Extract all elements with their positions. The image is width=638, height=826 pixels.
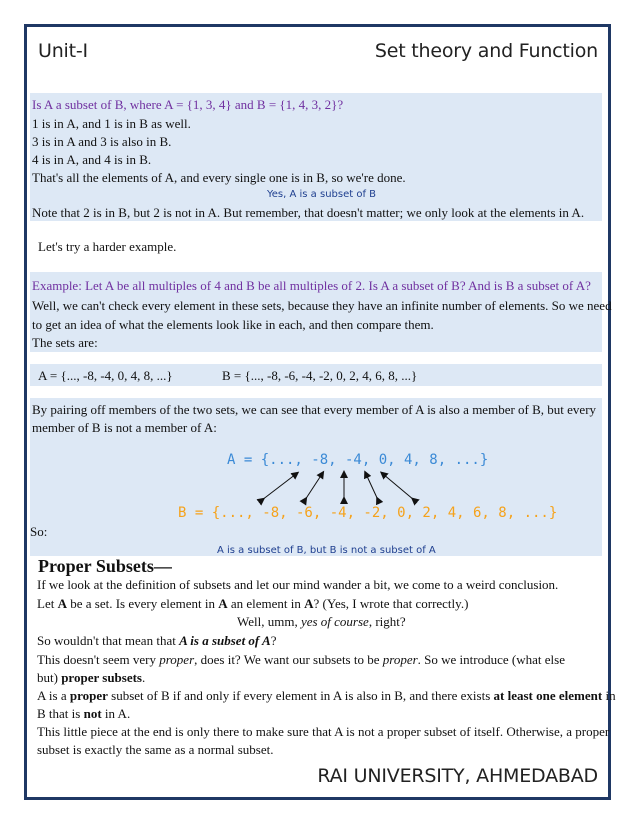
paragraph-line: subset is exactly the same as a normal subset.	[37, 742, 274, 757]
text-line: 1 is in A, and 1 is in B as well.	[32, 116, 191, 131]
topic-title: Set theory and Function	[374, 40, 598, 62]
set-a: A = {..., -8, -4, 0, 4, 8, ...}	[38, 368, 173, 383]
arrow-eight	[383, 474, 414, 500]
text-line: member of B is not a member of A:	[32, 420, 217, 435]
paragraph-line: This doesn't seem very proper, does it? We want our subsets to be proper. So we introduce (what else	[37, 652, 565, 667]
text-line: The sets are:	[32, 335, 98, 350]
footer-institution: RAI UNIVERSITY, AHMEDABAD	[317, 765, 598, 787]
paragraph-line: A is a proper subset of B if and only if every element in A is also in B, and there exists at least one element in	[37, 688, 616, 703]
note-line: Note that 2 is in B, but 2 is not in A. But remember, that doesn't matter; we only look at the elements in A.	[32, 205, 585, 220]
unit-label: Unit-I	[38, 40, 88, 62]
text-line: By pairing off members of the two sets, we can see that every member of A is also a member of B, but every	[32, 402, 597, 417]
arrow-four	[366, 474, 378, 500]
paragraph-line: Well, umm, yes of course, right?	[237, 614, 406, 629]
paragraph-line: If we look at the definition of subsets and let our mind wander a bit, we come to a weird conclusion.	[37, 577, 559, 592]
set-b: B = {..., -8, -6, -4, -2, 0, 2, 4, 6, 8, ...}	[222, 368, 418, 383]
conclusion-line: Yes, A is a subset of B	[267, 189, 377, 200]
text-line: 4 is in A, and 4 is in B.	[32, 152, 152, 167]
paragraph-line: but) proper subsets.	[37, 670, 146, 685]
text-line: That's all the elements of A, and every single one is in B, so we're done.	[32, 170, 406, 185]
paragraph-line: B that is not in A.	[37, 706, 131, 721]
arrow-minus4	[305, 474, 322, 500]
question-line: Is A a subset of B, where A = {1, 3, 4} and B = {1, 4, 3, 2}?	[32, 97, 344, 112]
paragraph-line: Let A be a set. Is every element in A an element in A? (Yes, I wrote that correctly.)	[37, 596, 469, 611]
conclusion-line: A is a subset of B, but B is not a subset of A	[217, 545, 436, 556]
arrow-minus8	[262, 474, 296, 500]
so-label: So:	[30, 524, 48, 539]
text-line: 3 is in A and 3 is also in B.	[32, 134, 172, 149]
section-heading: Proper Subsets—	[38, 556, 172, 576]
text-line: Well, we can't check every element in these sets, because they have an infinite number of elements. So we need	[32, 298, 612, 313]
harder-example-line: Let's try a harder example.	[38, 239, 177, 254]
diagram-set-a: A = {..., -8, -4, 0, 4, 8, ...}	[227, 452, 489, 468]
paragraph-line: This little piece at the end is only there to make sure that A is not a proper subset of itself. Otherwise, a proper	[37, 724, 610, 739]
example-line: Example: Let A be all multiples of 4 and B be all multiples of 2. Is A a subset of B? And is B a subset of A?	[32, 278, 591, 293]
paragraph-line: So wouldn't that mean that A is a subset of A?	[37, 633, 277, 648]
text-line: to get an idea of what the elements look like in each, and then compare them.	[32, 317, 434, 332]
diagram-set-b: B = {..., -8, -6, -4, -2, 0, 2, 4, 6, 8, ...}	[178, 505, 558, 521]
